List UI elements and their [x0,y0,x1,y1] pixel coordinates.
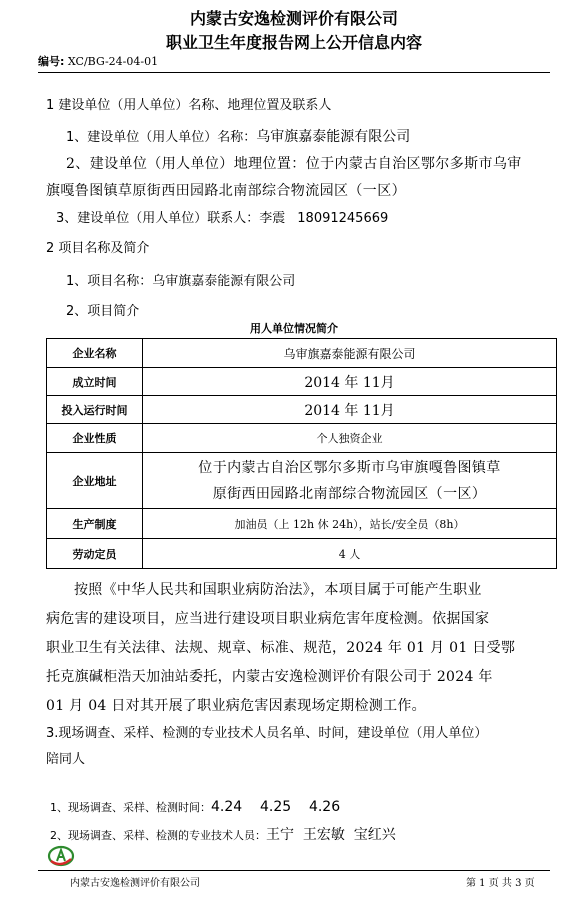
address-line1: 位于内蒙古自治区鄂尔多斯市乌审旗嘎鲁图镇草 [198,459,501,476]
survey-time-value: 4.24 4.25 4.26 [211,799,341,815]
row-key: 投入运行时间 [47,396,143,424]
unit-name-row [66,126,410,146]
unit-name-label: 1、建设单位（用人单位）名称： [66,130,257,145]
row-value: 加油员（上 12h 休 24h），站长/安全员（8h） [143,509,557,539]
row-value: 个人独资企业 [143,424,557,453]
footer-rule [38,870,550,871]
footer-company: 内蒙古安逸检测评价有限公司 [70,878,200,889]
table-row [47,396,557,424]
row-value: 4 人 [143,539,557,569]
document-title: 职业卫生年度报告网上公开信息内容 [165,33,422,52]
row-value: 2014 年 11月 [143,368,557,396]
company-title: 内蒙古安逸检测评价有限公司 [189,9,398,28]
employer-info-table [46,338,557,569]
code-value: XC/BG-24-04-01 [64,55,159,68]
survey-staff-value: 王宁 王宏敏 宝红兴 [266,827,396,843]
section3-heading-line2: 陪同人 [46,752,86,767]
unit-location-line2: 旗嘎鲁图镇草原街西田园路北南部综合物流园区（一区） [46,183,406,199]
survey-staff-label: 2、现场调查、采样、检测的专业技术人员： [50,829,266,842]
table-caption: 用人单位情况简介 [250,322,338,335]
survey-staff-row [50,824,396,844]
address-line2: 原街西田园路北南部综合物流园区（一区） [212,485,487,502]
row-value [143,453,557,509]
unit-contact-row [56,207,388,226]
unit-contact-label: 3、建设单位（用人单位）联系人：李震 [56,211,286,226]
row-value: 2014 年 11月 [143,396,557,424]
project-name-label: 1、项目名称： [66,274,153,289]
paragraph-line: 按照《中华人民共和国职业病防治法》，本项目属于可能产生职业 [74,582,482,598]
row-key: 生产制度 [47,509,143,539]
row-key: 企业性质 [47,424,143,453]
project-name-row [66,270,295,289]
table-row [47,368,557,396]
section1-heading: 1 建设单位（用人单位）名称、地理位置及联系人 [46,98,332,113]
section3-heading-line1: 3.现场调查、采样、检测的专业技术人员名单、时间，建设单位（用人单位） [46,726,488,741]
unit-location-line1: 2、建设单位（用人单位）地理位置：位于内蒙古自治区鄂尔多斯市乌审 [66,156,522,172]
table-row [47,539,557,569]
row-key: 劳动定员 [47,539,143,569]
footer-page-number: 第 1 页 共 3 页 [466,878,535,889]
row-key: 企业名称 [47,339,143,368]
survey-time-label: 1、现场调查、采样、检测时间： [50,801,211,814]
unit-contact-phone: 18091245669 [297,211,389,226]
table-row [47,509,557,539]
company-logo-icon [47,844,75,868]
header-rule [38,72,550,73]
paragraph-line: 病危害的建设项目，应当进行建设项目职业病危害年度检测。依据国家 [46,611,490,627]
unit-name-value: 乌审旗嘉泰能源有限公司 [256,129,411,145]
paragraph-line: 职业卫生有关法律、法规、规章、标准、规范，2024 年 01 月 01 日受鄂 [46,640,516,656]
row-value: 乌审旗嘉泰能源有限公司 [143,339,557,368]
section2-heading: 2 项目名称及简介 [46,241,150,256]
paragraph-line: 托克旗碱柜浩天加油站委托，内蒙古安逸检测评价有限公司于 2024 年 [46,669,493,685]
row-key: 成立时间 [47,368,143,396]
project-name-value: 乌审旗嘉泰能源有限公司 [152,274,296,289]
table-row [47,453,557,509]
table-row [47,339,557,368]
document-code [38,53,158,69]
project-intro-label: 2、项目简介 [66,304,140,319]
paragraph-line: 01 月 04 日对其开展了职业病危害因素现场定期检测工作。 [46,698,426,714]
survey-time-row [50,796,340,815]
table-row [47,424,557,453]
code-label: 编号: [38,55,65,68]
row-key: 企业地址 [47,453,143,509]
project-description [46,576,556,721]
